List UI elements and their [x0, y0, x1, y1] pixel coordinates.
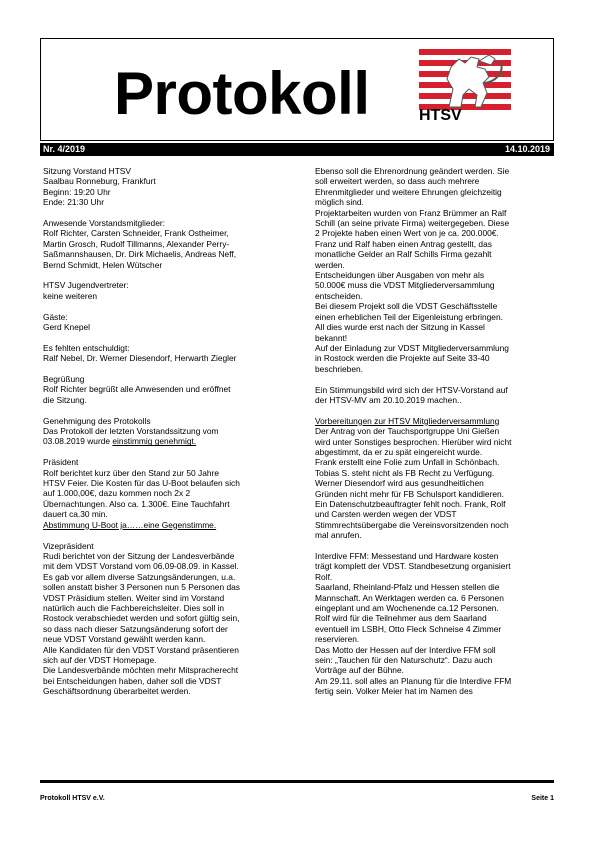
- text-line-content: Rolf Richter, Carsten Schneider, Frank Ostheimer,: [43, 228, 229, 239]
- page-title: Protokoll: [114, 60, 370, 127]
- text-line: [43, 655, 283, 665]
- text-line-content: Ein Stimmungsbild wird sich der HTSV-Vorstand auf: [315, 384, 508, 395]
- text-line: [43, 436, 283, 446]
- text-line: [315, 447, 555, 457]
- text-line-content: Geschäftsordnung überarbeitet werden.: [43, 686, 191, 697]
- text-line-content: HTSV Feier. Die Kosten für das U-Boot belaufen sich: [43, 478, 240, 489]
- text-line-content: möglich sind.: [315, 197, 364, 208]
- text-line-content: Alle Kandidaten für den VDST Vorstand präsentieren: [43, 644, 239, 655]
- text-line-content: Saarland, Rheinland-Pfalz und Hessen stellen die: [315, 582, 500, 593]
- paragraph-gap: [315, 541, 555, 551]
- text-line: [43, 551, 283, 561]
- text-line: [315, 197, 555, 207]
- text-line: [43, 187, 283, 197]
- text-line: [315, 270, 555, 280]
- text-line-content: bei Entscheidungen haben, daher soll die VDST: [43, 675, 222, 686]
- text-line-content: 2 Projekte haben einen Wert von je ca. 200.000€.: [315, 228, 499, 239]
- footer-org: Protokoll HTSV e.V.: [40, 795, 105, 802]
- text-line-content: so dass nach dieser Satzungsänderung sofort der: [43, 623, 228, 634]
- text-line: [43, 228, 283, 238]
- text-line: [43, 457, 283, 467]
- text-line-content: VDST Präsidium stellen. Weiter sind im Vorstand: [43, 592, 225, 603]
- text-line: [315, 312, 555, 322]
- text-line-content: auf 1.000,00€, dazu kommen noch 2x 2: [43, 488, 191, 499]
- text-line-content: Schill (an seine private Firma) weitergegeben. Diese: [315, 218, 510, 229]
- text-line: [43, 499, 283, 509]
- right-column: [315, 166, 555, 697]
- text-line: [43, 468, 283, 478]
- text-line-content: Rudi berichtet von der Sitzung der Landesverbände: [43, 550, 235, 561]
- text-line-content: 50.000€ muss die VDST Mitgliederversammlung: [315, 280, 495, 291]
- text-line-content: soll erweitert werden, so dass auch mehrere: [315, 176, 480, 187]
- text-line-content: Interdive FFM: Messestand und Hardware kosten: [315, 550, 499, 561]
- text-line: [43, 520, 283, 530]
- text-line-content: sich auf der VDST Homepage.: [43, 654, 157, 665]
- text-line-content: Entscheidungen über Ausgaben von mehr als: [315, 270, 485, 281]
- text-line: [315, 218, 555, 228]
- text-line: [315, 260, 555, 270]
- text-line: [43, 280, 283, 290]
- text-line-content: bekannt!: [315, 332, 348, 343]
- underlined-text: Abstimmung U-Boot ja……eine Gegenstimme.: [43, 519, 217, 530]
- text-line-content: Rostock verabschiedet werden und sofort gültig sein,: [43, 613, 240, 624]
- text-line: [315, 249, 555, 259]
- text-line-content: wird unter Sonstiges besprochen. Hierüber wird nicht: [315, 436, 512, 447]
- text-line: [315, 624, 555, 634]
- text-line-content: Saßmannshausen, Dr. Dirk Michaelis, Andreas Neff,: [43, 249, 237, 260]
- text-line-content: Stimmrechtsübergabe die Vereinsvorsitzenden noch: [315, 519, 509, 530]
- text-line: [315, 593, 555, 603]
- paragraph-gap: [315, 374, 555, 384]
- protocol-date: 14.10.2019: [504, 144, 550, 154]
- text-line-content: Auf der Einladung zur VDST Mitgliederversammlung: [315, 342, 509, 353]
- text-line-content: Rolf.: [315, 571, 333, 582]
- text-line-content: Werner Diesendorf wird aus gesundheitlichen: [315, 478, 484, 489]
- text-line: [315, 301, 555, 311]
- text-line: [315, 489, 555, 499]
- text-line-content: Martin Grosch, Rudolf Tillmanns, Alexander Perry-: [43, 238, 230, 249]
- paragraph-gap: [43, 530, 283, 540]
- text-line-content: fertig sein. Volker Meier hat im Namen des: [315, 686, 473, 697]
- text-line: [43, 593, 283, 603]
- text-line-content: Ehrenmitglieder und weitere Ehrungen gleichzeitig: [315, 186, 502, 197]
- text-line-content: sollen anstatt bisher 3 Personen nun 5 Personen das: [43, 582, 240, 593]
- text-line: [43, 166, 283, 176]
- footer-divider: [40, 780, 554, 783]
- text-line: [43, 509, 283, 519]
- text-line: [315, 520, 555, 530]
- text-line: [315, 686, 555, 696]
- paragraph-gap: [43, 301, 283, 311]
- text-line-content: Bernd Schmidt, Helen Wütscher: [43, 259, 163, 270]
- text-line-content: Übernachtungen. Also ca. 1.300€. Eine Tauchfahrt: [43, 498, 230, 509]
- header-box: [40, 38, 554, 141]
- text-line: [43, 374, 283, 384]
- text-line: [315, 613, 555, 623]
- text-line: [43, 416, 283, 426]
- text-line-content: eventuell im LSBH, Otto Fleck Schneise 4 Zimmer: [315, 623, 502, 634]
- text-line-content: 03.08.2019 wurde: [43, 436, 113, 447]
- logo-text: HTSV: [419, 107, 462, 124]
- meta-bar: [40, 143, 554, 156]
- underlined-text: Vorbereitungen zur HTSV Mitgliederversammlung: [315, 415, 500, 426]
- text-line: [43, 395, 283, 405]
- text-line-content: die Sitzung.: [43, 394, 87, 405]
- text-line-content: Präsident: [43, 457, 79, 468]
- text-line-content: All dies wurde erst nach der Sitzung in Kassel: [315, 322, 485, 333]
- paragraph-gap: [43, 270, 283, 280]
- text-line-content: Die Landesverbände möchten mehr Mitspracherecht: [43, 665, 239, 676]
- text-line: [315, 385, 555, 395]
- text-line-content: Gerd Knepel: [43, 322, 91, 333]
- text-line: [43, 176, 283, 186]
- text-line-content: Rolf Richter begrüßt alle Anwesenden und eröffnet: [43, 384, 231, 395]
- text-line: [43, 488, 283, 498]
- text-line: [315, 676, 555, 686]
- text-line: [315, 280, 555, 290]
- text-line-content: Gäste:: [43, 311, 68, 322]
- text-line: [315, 457, 555, 467]
- text-line-content: monatliche Gelder an Ralf Schills Firma gezahlt: [315, 249, 492, 260]
- text-line-content: Mannschaft. An Werktagen werden ca. 6 Personen: [315, 592, 504, 603]
- text-line: [43, 572, 283, 582]
- text-line-content: Ebenso soll die Ehrenordnung geändert werden. Sie: [315, 166, 510, 176]
- text-line-content: eingeplant und am Wochenende ca.12 Personen.: [315, 603, 499, 614]
- text-line-content: abgestimmt, da er zu spät eingereicht wurde.: [315, 446, 483, 457]
- text-line: [43, 645, 283, 655]
- left-column: [43, 166, 283, 697]
- text-line: [315, 437, 555, 447]
- text-line: [315, 187, 555, 197]
- text-line-content: Vizepräsident: [43, 540, 94, 551]
- text-line-content: Vorträge auf der Bühne.: [315, 665, 404, 676]
- text-line-content: beschrieben.: [315, 363, 363, 374]
- text-line: [43, 582, 283, 592]
- text-line: [315, 468, 555, 478]
- text-line: [43, 260, 283, 270]
- text-line-content: natürlich auch die Fachbereichsleiter. Dies soll in: [43, 602, 225, 613]
- text-line: [43, 384, 283, 394]
- paragraph-gap: [43, 405, 283, 415]
- text-line-content: Begrüßung: [43, 374, 85, 385]
- text-line-content: Sitzung Vorstand HTSV: [43, 166, 131, 176]
- text-line-content: der HTSV-MV am 20.10.2019 machen..: [315, 394, 462, 405]
- text-line-content: trägt komplett der VDST. Standbesetzung organisiert: [315, 561, 511, 572]
- text-line: [315, 322, 555, 332]
- text-line: [315, 353, 555, 363]
- text-line-content: Franz und Ralf haben einen Antrag gestellt, das: [315, 238, 492, 249]
- text-line: [43, 426, 283, 436]
- text-line-content: Das Protokoll der letzten Vorstandssitzung vom: [43, 426, 219, 437]
- text-line: [315, 655, 555, 665]
- text-line-content: dauert ca.30 min.: [43, 509, 108, 520]
- text-line-content: Anwesende Vorstandsmitglieder:: [43, 218, 165, 229]
- page-number: Seite 1: [531, 795, 554, 802]
- text-line: [43, 197, 283, 207]
- text-line: [43, 291, 283, 301]
- text-line-content: reservieren.: [315, 634, 360, 645]
- text-line-content: Ein Datenschutzbeauftragter fehlt noch. Frank, Rolf: [315, 498, 506, 509]
- text-line: [315, 665, 555, 675]
- text-line: [43, 312, 283, 322]
- text-line: [43, 686, 283, 696]
- text-line: [43, 478, 283, 488]
- text-line-content: mit dem VDST Vorstand vom 06.09-08.09. in Kassel.: [43, 561, 239, 572]
- text-line-content: Frank erstellt eine Folie zum Unfall in Schönbach.: [315, 457, 500, 468]
- paragraph-gap: [43, 208, 283, 218]
- htsv-lion-logo-icon: [419, 49, 511, 111]
- text-line: [43, 634, 283, 644]
- text-line-content: und Carsten werden wegen der VDST: [315, 509, 457, 520]
- text-line: [315, 478, 555, 488]
- text-line: [43, 561, 283, 571]
- protocol-number: Nr. 4/2019: [43, 144, 86, 154]
- text-line: [43, 603, 283, 613]
- paragraph-gap: [43, 364, 283, 374]
- text-line: [315, 416, 555, 426]
- text-line: [43, 676, 283, 686]
- text-line-content: Das Motto der Hessen auf der Interdive FFM soll: [315, 644, 496, 655]
- text-line: [43, 541, 283, 551]
- text-line-content: Der Antrag von der Tauchsportgruppe Uni Gießen: [315, 426, 500, 437]
- text-line: [43, 239, 283, 249]
- text-line-content: entscheiden.: [315, 290, 363, 301]
- text-line-content: Es gab vor allem diverse Satzungsänderungen, u.a.: [43, 571, 236, 582]
- text-line-content: keine weiteren: [43, 290, 98, 301]
- text-line-content: Rolf berichtet kurz über den Stand zur 50 Jahre: [43, 467, 219, 478]
- text-line: [43, 624, 283, 634]
- text-line: [315, 499, 555, 509]
- paragraph-gap: [43, 332, 283, 342]
- text-line: [315, 561, 555, 571]
- text-line: [315, 645, 555, 655]
- text-line-content: sein: „Tauchen für den Naturschutz“. Dazu auch: [315, 655, 493, 666]
- text-line: [315, 395, 555, 405]
- paragraph-gap: [43, 447, 283, 457]
- text-line-content: Ende: 21:30 Uhr: [43, 197, 104, 208]
- text-line: [315, 291, 555, 301]
- text-line-content: Es fehlten entschuldigt:: [43, 342, 130, 353]
- text-line-content: Rolf wird für die Teilnehmer aus dem Saarland: [315, 613, 487, 624]
- text-line: [315, 228, 555, 238]
- text-line-content: neue VDST Vorstand gewählt werden kann.: [43, 634, 206, 645]
- text-line: [315, 364, 555, 374]
- text-line-content: Projektarbeiten wurden von Franz Brümmer an Ralf: [315, 207, 507, 218]
- text-line: [315, 343, 555, 353]
- text-line: [315, 603, 555, 613]
- text-line: [315, 426, 555, 436]
- text-line: [315, 208, 555, 218]
- text-line-content: Am 29.11. soll alles an Planung für die Interdive FFM: [315, 675, 512, 686]
- text-line-content: mal anrufen.: [315, 530, 362, 541]
- text-line-content: Genehmigung des Protokolls: [43, 415, 151, 426]
- text-line: [43, 322, 283, 332]
- text-line-content: einen erheblichen Teil der Eigenleistung erbringen.: [315, 311, 503, 322]
- text-line: [315, 634, 555, 644]
- text-line: [315, 509, 555, 519]
- text-line: [43, 343, 283, 353]
- underlined-text: einstimmig genehmigt.: [112, 436, 197, 447]
- text-line-content: Gründen nicht mehr für FB Schulsport kandidieren.: [315, 488, 504, 499]
- text-line-content: Beginn: 19:20 Uhr: [43, 186, 111, 197]
- text-line: [315, 333, 555, 343]
- text-line-content: Saalbau Ronneburg, Frankfurt: [43, 176, 156, 187]
- text-line: [315, 176, 555, 186]
- text-line: [43, 218, 283, 228]
- text-line: [315, 530, 555, 540]
- text-line-content: Bei diesem Projekt soll die VDST Geschäftsstelle: [315, 301, 498, 312]
- text-line-content: Ralf Nebel, Dr. Werner Diesendorf, Herwarth Ziegler: [43, 353, 237, 364]
- paragraph-gap: [315, 405, 555, 415]
- text-line-content: in Rostock werden die Projekte auf Seite 33-40: [315, 353, 490, 364]
- text-line: [43, 249, 283, 259]
- text-line: [315, 239, 555, 249]
- text-line-content: Tobias S. steht nicht als FB Recht zu Verfügung.: [315, 467, 495, 478]
- text-line: [315, 582, 555, 592]
- text-line: [315, 551, 555, 561]
- text-line: [43, 613, 283, 623]
- text-line: [43, 665, 283, 675]
- text-line-content: werden.: [315, 259, 345, 270]
- text-line-content: HTSV Jugendvertreter:: [43, 280, 129, 291]
- text-line: [43, 353, 283, 363]
- text-line: [315, 572, 555, 582]
- text-line: [315, 166, 555, 176]
